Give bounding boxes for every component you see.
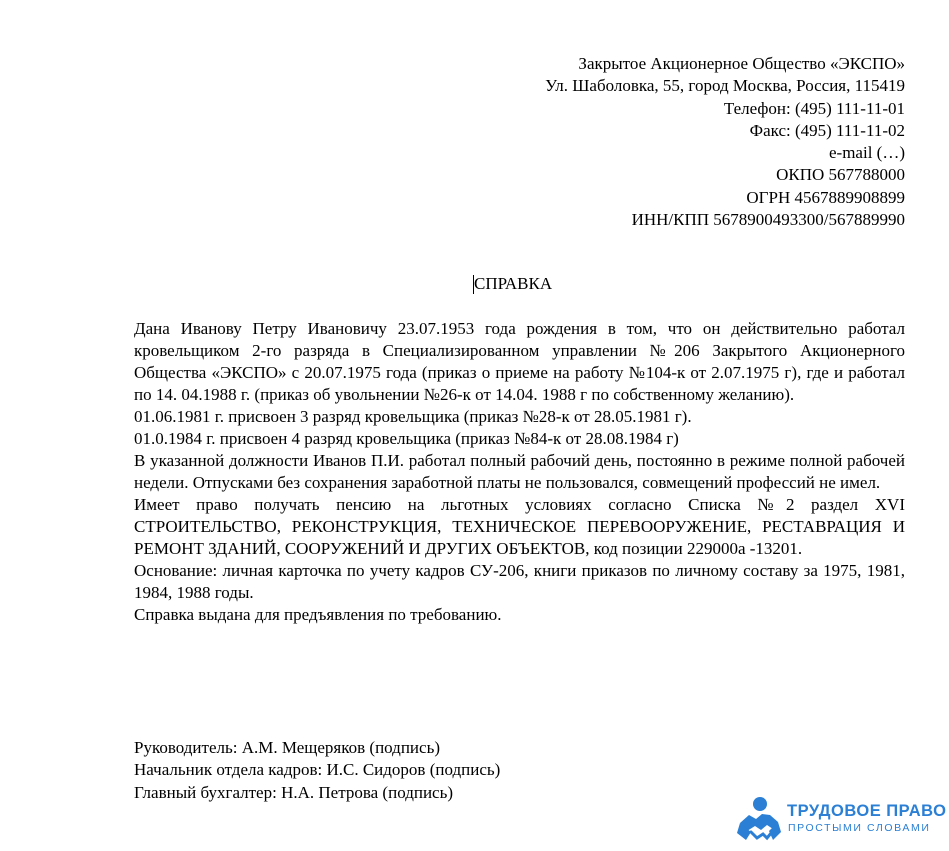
- paragraph-employment: Дана Иванову Петру Ивановичу 23.07.1953 года рождения в том, что он действительно работал кровельщиком 2-го разряда в Специализированном управлении №206 Закрытого Акционерного Общества «ЭКСПО» с 20.07.1975 года (приказ о приеме на работу №104-к от 2.07.1975 г), где и работал по 14. 04.1988 г. (приказ об увольнении №26-к от 14.04. 1988 г по собственному желанию).: [134, 319, 905, 404]
- logo-title: ТРУДОВОЕ ПРАВО: [787, 802, 947, 820]
- company-address: Ул. Шаболовка, 55, город Москва, Россия, 115419: [545, 76, 905, 96]
- signature-director: Руководитель: А.М. Мещеряков (подпись): [134, 738, 440, 757]
- signature-chief-accountant: Главный бухгалтер: Н.А. Петрова (подпись): [134, 782, 454, 802]
- paragraph-basis: Основание: личная карточка по учету кадров СУ-206, книги приказов по личному составу за 1975, 1981, 1984, 1988 годы.: [134, 561, 905, 602]
- paragraph-pension: Имеет право получать пенсию на льготных условиях согласно Списка №2 раздел XVI СТРОИТЕЛЬСТВО, РЕКОНСТРУКЦИЯ, ТЕХНИЧЕСКОЕ ПЕРЕВООРУЖЕНИЕ, РЕСТАВРАЦИЯ И РЕМОНТ ЗДАНИЙ, СООРУЖЕНИЙ И ДРУГИХ ОБЪЕКТОВ, код позиции 229000а -13201.: [134, 495, 905, 558]
- watermark-logo: [737, 796, 947, 846]
- line-issued: Справка выдана для предъявления по требованию.: [134, 605, 502, 624]
- company-header: [385, 53, 905, 231]
- line-rank-4: 01.0.1984 г. присвоен 4 разряд кровельщика (приказ №84-к от 28.08.1984 г): [134, 429, 679, 448]
- company-fax: Факс: (495) 111-11-02: [749, 120, 905, 140]
- company-ogrn: ОГРН 4567889908899: [746, 187, 905, 207]
- line-rank-3: 01.06.1981 г. присвоен 3 разряд кровельщика (приказ №28-к от 28.05.1981 г).: [134, 407, 692, 426]
- paragraph-full-time: В указанной должности Иванов П.И. работал полный рабочий день, постоянно в режиме полной рабочей недели. Отпусками без сохранения заработной платы не пользовался, совмещений профессий не имел.: [134, 451, 905, 492]
- document-title[interactable]: СПРАВКА: [474, 274, 553, 293]
- handshake-person-icon: [737, 796, 781, 842]
- signatures-block: [134, 737, 500, 804]
- company-name: Закрытое Акционерное Общество «ЭКСПО»: [578, 54, 905, 73]
- company-okpo: ОКПО 567788000: [776, 165, 905, 185]
- document-body: [134, 318, 905, 626]
- company-inn-kpp: ИНН/КПП 5678900493300/567889990: [631, 210, 905, 230]
- company-phone: Телефон: (495) 111-11-01: [723, 98, 905, 118]
- company-email: e-mail (…): [829, 143, 905, 163]
- logo-subtitle: ПРОСТЫМИ СЛОВАМИ: [788, 822, 931, 834]
- signature-hr-head: Начальник отдела кадров: И.С. Сидоров (подпись): [134, 760, 501, 780]
